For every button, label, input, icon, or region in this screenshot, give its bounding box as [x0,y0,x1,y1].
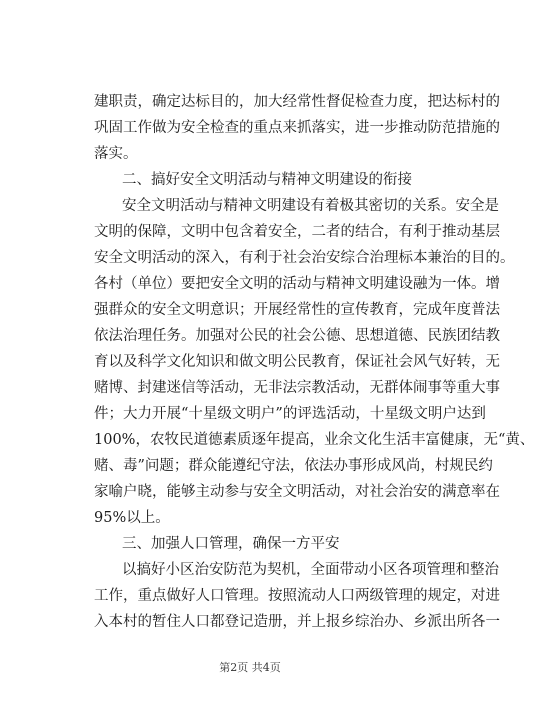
text-line: 以搞好小区治安防范为契机，全面带动小区各项管理和整治 [122,562,499,578]
text-line: 入本村的暂住人口都登记造册，并上报乡综治办、乡派出所各一 [94,614,500,630]
text-line: 各村（单位）要把安全文明的活动与精神文明建设融为一体。增 [94,276,500,292]
text-line: 赌、毒”问题；群众能遵纪守法，依法办事形成风尚，村规民约 [94,458,493,474]
text-line: 巩固工作做为安全检查的重点来抓落实，进一步推动防范措施的 [94,120,500,136]
text-line: 100%，农牧民道德素质逐年提高，业余文化生活丰富健康，无“黄、 [94,432,534,448]
text-line: 赌博、封建迷信等活动，无非法宗教活动，无群体闹事等重大事 [94,380,500,396]
text-line: 育以及科学文化知识和做文明公民教育，保证社会风气好转，无 [94,354,500,370]
text-line: 依法治理任务。加强对公民的社会公德、思想道德、民族团结教 [94,328,500,344]
section-heading: 三、加强人口管理，确保一方平安 [122,536,340,552]
page-number-footer: 第2页 共4页 [219,661,281,674]
text-line: 95%以上。 [94,510,170,526]
section-heading: 二、搞好安全文明活动与精神文明建设的衔接 [122,172,412,188]
text-line: 件；大力开展“十星级文明户”的评选活动，十星级文明户达到 [94,406,486,422]
text-line: 强群众的安全文明意识；开展经常性的宣传教育，完成年度普法 [94,302,500,318]
text-line: 工作，重点做好人口管理。按照流动人口两级管理的规定，对进 [94,588,500,604]
text-line: 家喻户晓，能够主动参与安全文明活动，对社会治安的满意率在 [94,484,500,500]
text-line: 建职责，确定达标目的，加大经常性督促检查力度，把达标村的 [94,94,500,110]
text-line: 安全文明活动的深入，有利于社会治安综合治理标本兼治的目的。 [94,250,515,266]
text-line: 落实。 [94,146,138,162]
text-line: 文明的保障，文明中包含着安全，二者的结合，有利于推动基层 [94,224,500,240]
text-line: 安全文明活动与精神文明建设有着极其密切的关系。安全是 [122,198,499,214]
